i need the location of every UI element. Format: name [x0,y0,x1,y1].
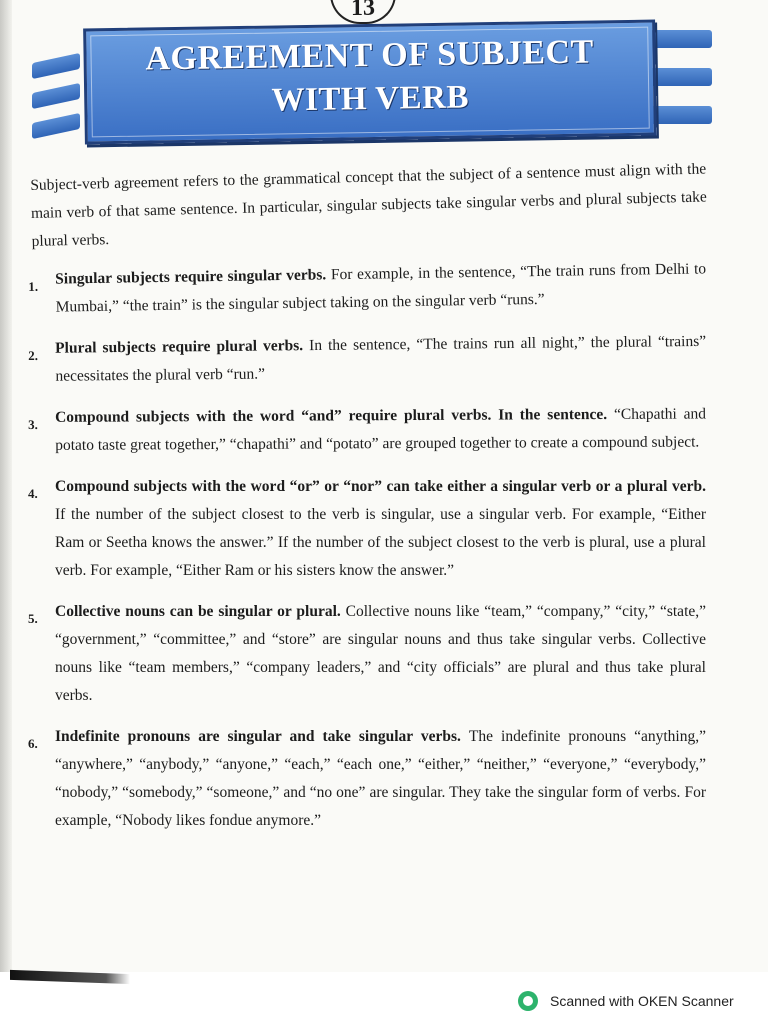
page-binding-shadow [0,0,12,980]
rule-item [30,400,706,460]
rule-heading: Indefinite pronouns are singular and take singular verbs. [55,728,469,745]
rule-text: The indefinite pronouns “anything,” “anywhere,” “anybody,” “anyone,” “each,” “each one,” “either,” “neither,” “everyone,” “everybody,” “nobody,” “somebody,” “someone,” and “no one” are singular. They take the singular form of verbs. For example, “Nobody likes fondue anymore.” [55,728,706,829]
rule-item [30,473,706,585]
oken-scanner-logo-icon [518,991,538,1011]
rule-number: 5. [28,611,38,626]
rule-heading: Compound subjects with the word “and” require plural verbs. In the sentence. [55,405,614,426]
rule-item [30,598,706,710]
rule-number: 1. [28,278,39,295]
rule-heading: Plural subjects require plural verbs. [55,337,310,357]
rule-text: For example, in the sentence, “The train runs from Delhi to Mumbai,” “the train” is the singular subject taking on the singular verb “runs.” [55,260,707,316]
chapter-title-line-1: AGREEMENT OF SUBJECT [145,33,595,78]
rule-heading: Collective nouns can be singular or plural. [55,603,346,620]
decorative-stripes-left [32,53,80,153]
rule-heading: Singular subjects require singular verbs. [55,266,332,288]
intro-paragraph: Subject-verb agreement refers to the grammatical concept that the subject of a sentence must align with the main verb of that same sentence. In particular, singular subjects take singular verbs and plural subjects take plural verbs. [30,160,708,250]
rule-number: 2. [28,347,39,364]
scanner-watermark [518,990,734,1012]
page-body [28,160,708,848]
decorative-stripes-right [650,30,712,144]
rule-number: 4. [28,486,38,501]
rule-text: Collective nouns like “team,” “company,” “city,” “state,” “government,” “committee,” and “store” are singular nouns and thus take singular verbs. Collective nouns like “team members,” “company leaders,” and “city officials” are plural and thus take plural verbs. [55,603,707,704]
rule-heading: Compound subjects with the word “or” or “nor” can take either a singular verb or a plural verb. [55,478,706,495]
rule-text: “Chapathi and potato taste great together,” “chapathi” and “potato” are grouped together to create a compound subject. [55,405,707,454]
chapter-title-banner [83,20,657,145]
rule-text: In the sentence, “The trains run all night,” the plural “trains” necessitates the plural verb “run.” [55,332,707,385]
rule-item [30,255,707,322]
rule-number: 6. [28,736,38,751]
rule-number: 3. [28,416,38,433]
chapter-title-line-2: WITH VERB [271,79,470,119]
rule-text: If the number of the subject closest to the verb is singular, use a singular verb. For example, “Either Ram or Seetha knows the answer.” If the number of the subject closest to the verb is plural, use a plural verb. For example, “Either Ram or his sisters know the answer.” [55,506,706,579]
chapter-number: 13 [330,0,396,24]
scanner-watermark-text: Scanned with OKEN Scanner [550,993,734,1009]
rule-item [30,723,706,835]
rule-item [30,328,707,391]
